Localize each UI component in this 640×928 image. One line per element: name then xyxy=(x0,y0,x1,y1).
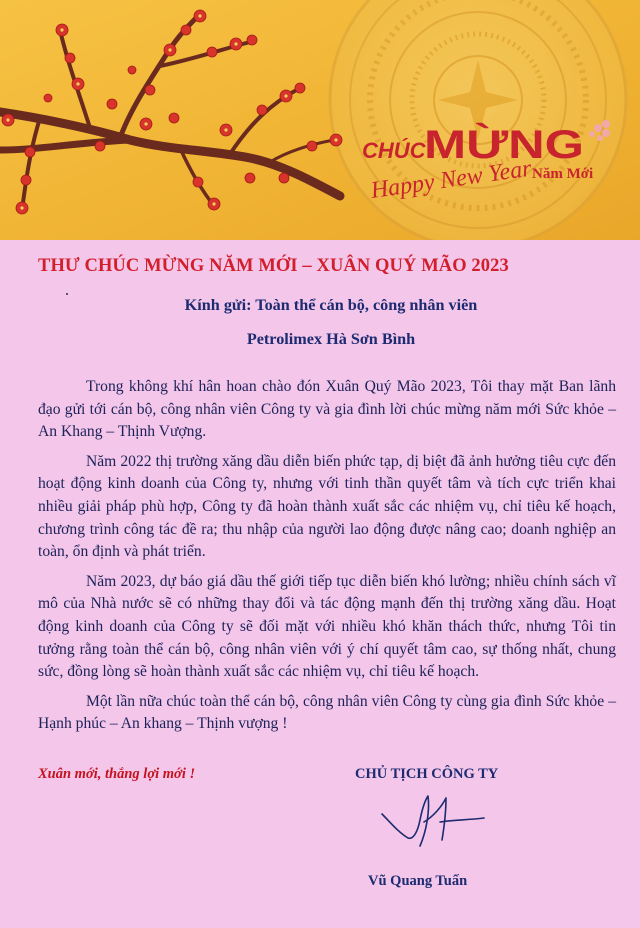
closing-wish: Xuân mới, thắng lợi mới ! xyxy=(38,766,196,782)
recipient-line-2: Petrolimex Hà Sơn Bình xyxy=(246,330,416,348)
signer-title: CHỦ TỊCH CÔNG TY xyxy=(355,766,499,782)
new-year-banner xyxy=(0,0,640,240)
bronze-drum-pattern xyxy=(330,0,626,240)
greeting-big: MỪNG xyxy=(424,123,551,167)
letter-body xyxy=(38,376,616,743)
paragraph-1: Trong không khí hân hoan chào đón Xuân Quý Mão 2023, Tôi thay mặt Ban lãnh đạo gửi tới cán bộ, công nhân viên Công ty và gia đình lời chúc mừng năm mới Sức khỏe – An Khang – Thịnh Vượng. xyxy=(38,378,616,441)
signer-name: Vũ Quang Tuấn xyxy=(368,873,468,889)
greeting-small: CHÚC xyxy=(362,138,426,163)
greeting-sub: Năm Mới xyxy=(532,166,594,182)
stray-dot xyxy=(66,293,68,295)
recipient-line-1: Kính gửi: Toàn thể cán bộ, công nhân viên xyxy=(184,296,478,314)
paragraph-3: Năm 2023, dự báo giá dầu thế giới tiếp tục diễn biến khó lường; nhiều chính sách vĩ mô của Nhà nước sẽ có những thay đổi và tác động mạnh đến thị trường xăng dầu. Hoạt động kinh doanh của Công ty sẽ đối mặt với nhiều khó khăn thách thức, nhưng Tôi tin tưởng rằng toàn thể cán bộ, công nhân viên với ý chí quyết tâm cao, sự thống nhất, chung sức, đồng lòng sẽ hoàn thành xuất sắc các nhiệm vụ, chỉ tiêu kế hoạch. xyxy=(38,572,616,681)
paragraph-2: Năm 2022 thị trường xăng dầu diễn biến phức tạp, dị biệt đã ảnh hưởng tiêu cực đến hoạt động kinh doanh của Công ty, nhưng với tinh thần quyết tâm và tích cực triển khai nhiều giải pháp phù hợp, Công ty đã hoàn thành xuất sắc các nhiệm vụ, chỉ tiêu kế hoạch, chương trình công tác đề ra; thu nhập của người lao động được nâng cao; doanh nghiệp an toàn, ổn định và phát triển. xyxy=(38,452,616,561)
greeting-script: Happy New Year xyxy=(369,155,534,204)
banner-artwork xyxy=(0,0,640,240)
signature-image xyxy=(380,782,500,854)
paragraph-4: Một lần nữa chúc toàn thể cán bộ, công nhân viên Công ty cùng gia đình Sức khỏe – Hạnh phúc – An khang – Thịnh vượng ! xyxy=(38,692,616,733)
letter-title: THƯ CHÚC MỪNG NĂM MỚI – XUÂN QUÝ MÃO 2023 xyxy=(38,256,509,276)
